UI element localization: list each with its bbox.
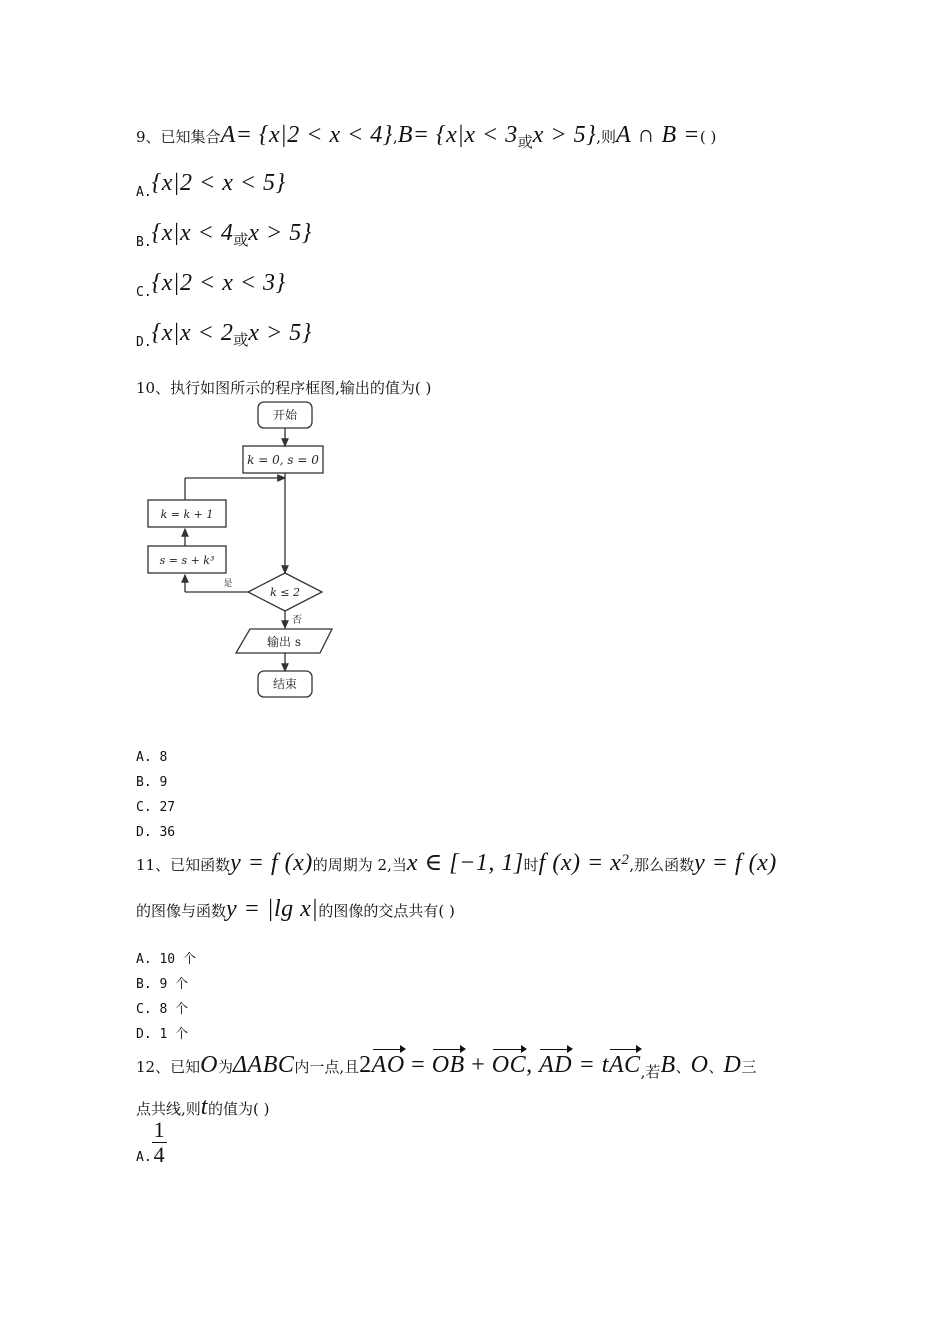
q12-line2-text: 点共线,则 [136,1100,201,1118]
q10-option-d[interactable]: D. 36 [136,825,176,840]
q12-eq: = [404,1052,432,1078]
q9-option-d[interactable] [136,320,312,350]
q11-option-b[interactable]: B. 9 个 [136,977,189,992]
q9-stem-prefix: 已知集合 [160,128,221,146]
q9-option-b-tail: x > 5} [248,220,312,246]
q11-text-3: 时 [523,856,539,874]
q9-option-a-label: A. [136,185,152,200]
flow-yes-label: 是 [223,579,233,589]
q11-interval: x ∈ [−1, 1] [406,850,524,876]
q11-stem-line2 [136,896,455,923]
flow-no-label: 否 [292,615,302,626]
q12-option-a-fraction [152,1118,167,1167]
q12-point-b: B [660,1052,676,1078]
q12-plus: + [464,1052,492,1078]
q12-point-d: D [723,1052,742,1078]
q9-stem-suffix: ,则 [596,128,616,146]
q11-option-a[interactable]: A. 10 个 [136,952,196,967]
q12-option-a[interactable] [136,1118,167,1167]
q12-eq2: = t [572,1052,609,1078]
q11-func-exp: 2 [621,852,630,868]
q12-option-a-den: 4 [153,1142,165,1167]
q12-var-t: t [200,1094,208,1120]
flow-init-text: k = 0, s = 0 [247,453,319,467]
q11-stem-line1 [136,848,777,877]
q10-option-c[interactable]: C. 27 [136,800,176,815]
q11-text-1: 已知函数 [170,856,231,874]
q12-dun-1: 、 [675,1058,691,1076]
q12-text-4: ,若 [640,1063,661,1081]
q12-vec-oc: OC [491,1052,527,1078]
q12-vec-ad: AD [539,1052,573,1078]
q12-vec-ob: OB [431,1052,465,1078]
q11-func-1: y = f (x) [230,850,313,876]
q9-sep: , [392,128,398,146]
q9-option-c[interactable] [136,270,286,300]
q9-option-b-label: B. [136,235,152,250]
q9-option-b-value: {x|x < 4 [151,220,234,246]
flow-output-text: 输出 s [267,635,301,649]
q9-option-a[interactable] [136,170,286,200]
q11-option-d[interactable]: D. 1 个 [136,1027,189,1042]
q12-vec-ac: AC [608,1052,641,1078]
q9-option-d-label: D. [136,335,152,350]
q11-text-2: 的周期为 2,当 [312,856,407,874]
q9-or: 或 [517,133,533,151]
q9-expr: A ∩ B = [616,122,700,148]
q9-option-b[interactable] [136,220,312,250]
q12-text-2: 为 [217,1058,233,1076]
q11-text-4: ,那么函数 [629,856,695,874]
q9-option-c-label: C. [136,285,152,300]
q9-set-b-tail: x > 5} [532,122,597,148]
q12-option-a-label: A. [136,1149,152,1165]
q11-text-5: 的图像与函数 [136,902,227,920]
q12-line2-end: 的值为( ) [207,1100,270,1118]
q9-set-b: B= {x|x < 3 [397,122,518,148]
q12-option-a-num: 1 [153,1117,165,1142]
q9-option-d-or: 或 [233,331,249,349]
q12-stem-line1 [136,1052,756,1079]
q12-text-5: 三 [741,1058,757,1076]
q12-text-3: 内一点,且 [294,1058,360,1076]
q9-option-b-or: 或 [233,231,249,249]
q10-option-a[interactable]: A. 8 [136,750,168,765]
flow-cond-text: k ≤ 2 [270,586,300,599]
q10-option-b[interactable]: B. 9 [136,775,168,790]
q12-point-o2: O [690,1052,709,1078]
q11-func-2: y = f (x) [694,850,777,876]
q9-option-c-value: {x|2 < x < 3} [151,270,286,296]
q12-vec-ao: AO [371,1052,405,1078]
q11-number: 11、 [136,856,171,874]
q9-stem [136,122,716,149]
q9-option-d-value: {x|x < 2 [151,320,234,346]
q12-text-1: 已知 [170,1058,201,1076]
flow-end-text: 结束 [272,677,298,691]
flow-inc-text: k = k + 1 [160,508,214,521]
q9-set-a: A= {x|2 < x < 4} [220,122,393,148]
q12-comma: , [526,1052,540,1078]
q11-option-c[interactable]: C. 8 个 [136,1002,189,1017]
q10-flowchart [140,398,340,708]
q12-point-o: O [200,1052,218,1078]
q11-func-def: f (x) = x [538,850,622,876]
q9-option-a-value: {x|2 < x < 5} [151,170,286,196]
q9-paren: ( ) [699,128,717,146]
q9-number: 9、 [136,128,161,146]
q12-coef: 2 [359,1052,372,1078]
flow-start-text: 开始 [272,408,298,422]
q11-text-6: 的图像的交点共有( ) [318,902,455,920]
flow-sum-text: s = s + k³ [159,554,215,567]
q12-number: 12、 [136,1058,171,1076]
q12-dun-2: 、 [708,1058,724,1076]
q9-option-d-tail: x > 5} [248,320,312,346]
q11-func-lg: y = |lg x| [226,896,319,922]
q12-triangle: ΔABC [232,1052,295,1078]
q10-stem: 10、执行如图所示的程序框图,输出的值为( ) [136,379,432,397]
